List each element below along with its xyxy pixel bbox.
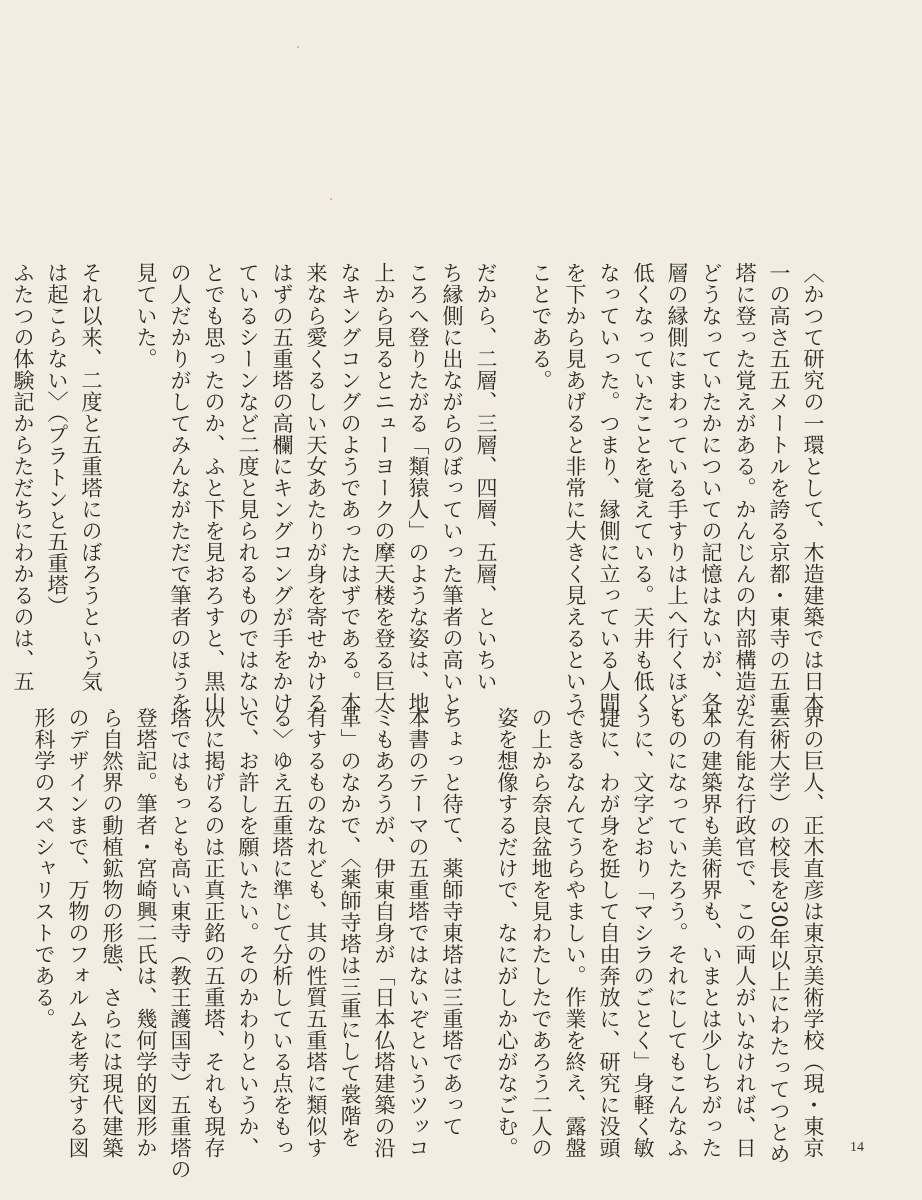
text-column: は起こらない〉（プラトンと五重塔） <box>45 262 69 617</box>
text-column: 塔に登った覚えがある。かんじんの内部構造が <box>733 262 757 714</box>
text-column: 革」のなかで、〈薬師寺塔は三重にして裳階を <box>338 707 362 1148</box>
text-column: はずの五重塔の高欄にキングコングが手をかけ <box>270 262 294 714</box>
text-column: ミもあろうが、伊東自身が「日本仏塔建築の沿 <box>372 707 396 1159</box>
text-column: それ以来、二度と五重塔にのぼろうという気 <box>79 262 103 692</box>
text-column: 来なら愛くるしい天女あたりが身を寄せかける <box>304 262 328 714</box>
paper-speck <box>297 46 299 48</box>
text-column: だから、二層、三層、四層、五層、といちい <box>474 262 498 692</box>
text-block-upper <box>11 262 830 735</box>
text-column: 有するものなれども、其の性質五重塔に類似す <box>304 707 328 1159</box>
paper-speck <box>330 198 332 200</box>
text-column: の上から奈良盆地を見わたしたであろう二人の <box>529 707 553 1159</box>
text-column: 見ていた。 <box>134 262 158 370</box>
text-column: 上から見るとニューヨークの摩天楼を登る巨大 <box>372 262 396 714</box>
page-number: 14 <box>850 1140 864 1155</box>
text-column: 本書のテーマの五重塔ではないぞというツッコ <box>406 707 430 1159</box>
text-column: できるなんてうらやましい。作業を終え、露盤 <box>563 707 587 1159</box>
text-column: 〈かつて研究の一環として、木造建築では日本 <box>801 262 825 714</box>
text-column: 芸術大学）の校長を30年以上にわたってつとめ <box>767 707 791 1165</box>
text-column: ことである。 <box>529 262 553 391</box>
text-column: うに、文字どおり「マシラのごとく」身軽く敏 <box>631 707 655 1159</box>
text-column: ち縁側に出ながらのぼっていった筆者の高いと <box>440 262 464 714</box>
text-column: 低くなっていたことを覚えている。天井も低く <box>631 262 655 714</box>
text-column: なっていった。つまり、縁側に立っている人間 <box>597 262 621 714</box>
text-column: て、お許しを願いたい。そのかわりというか、 <box>236 707 260 1159</box>
text-block-lower <box>32 707 830 1180</box>
text-column: る〉ゆえ五重塔に準じて分析している点をもっ <box>270 707 294 1159</box>
text-column: を下から見あげると非常に大きく見えるという <box>563 262 587 714</box>
text-column: 一の高さ五五メートルを誇る京都・東寺の五重 <box>767 262 791 714</box>
text-column: 塔ではもっとも高い東寺（教王護国寺）五重塔の <box>168 707 192 1180</box>
text-column: ちょっと待て、薬師寺東塔は三重塔であって <box>440 707 464 1137</box>
text-column: 姿を想像するだけで、なにがしか心がなごむ。 <box>495 707 519 1159</box>
text-column: ふたつの体験記からただちにわかるのは、五 <box>11 262 35 692</box>
text-column: ているシーンなど二度と見られるものではない、 <box>236 262 260 735</box>
text-column: ころへ登りたがる「類猿人」のような姿は、地 <box>406 262 430 714</box>
text-column: ら自然界の動植鉱物の形態、さらには現代建築 <box>100 707 124 1159</box>
text-column: のデザインまで、万物のフォルムを考究する図 <box>66 707 90 1159</box>
text-column: ものになっていたろう。それにしてもこんなふ <box>665 707 689 1159</box>
text-column: 本の建築界も美術界も、いまとは少しちがった <box>699 707 723 1159</box>
text-column: 捷に、わが身を挺して自由奔放に、研究に没頭 <box>597 707 621 1159</box>
text-column: どうなっていたかについての記憶はないが、各 <box>699 262 723 714</box>
text-column: た有能な行政官で、この両人がいなければ、日 <box>733 707 757 1159</box>
text-column: 層の縁側にまわっている手すりは上へ行くほど <box>665 262 689 714</box>
text-column: 界の巨人、正木直彦は東京美術学校（現・東京 <box>801 707 825 1159</box>
text-column: 次に掲げるのは正真正銘の五重塔、それも現存 <box>202 707 226 1159</box>
text-column: 登塔記。筆者・宮崎興二氏は、幾何学的図形か <box>134 707 158 1159</box>
text-column: 形科学のスペシャリストである。 <box>32 707 56 1030</box>
text-column: とでも思ったのか、ふと下を見おろすと、黒山 <box>202 262 226 714</box>
text-column: なキングコングのようであったはずである。本 <box>338 262 362 714</box>
text-column: の人だかりがしてみんながただで筆者のほうを <box>168 262 192 714</box>
